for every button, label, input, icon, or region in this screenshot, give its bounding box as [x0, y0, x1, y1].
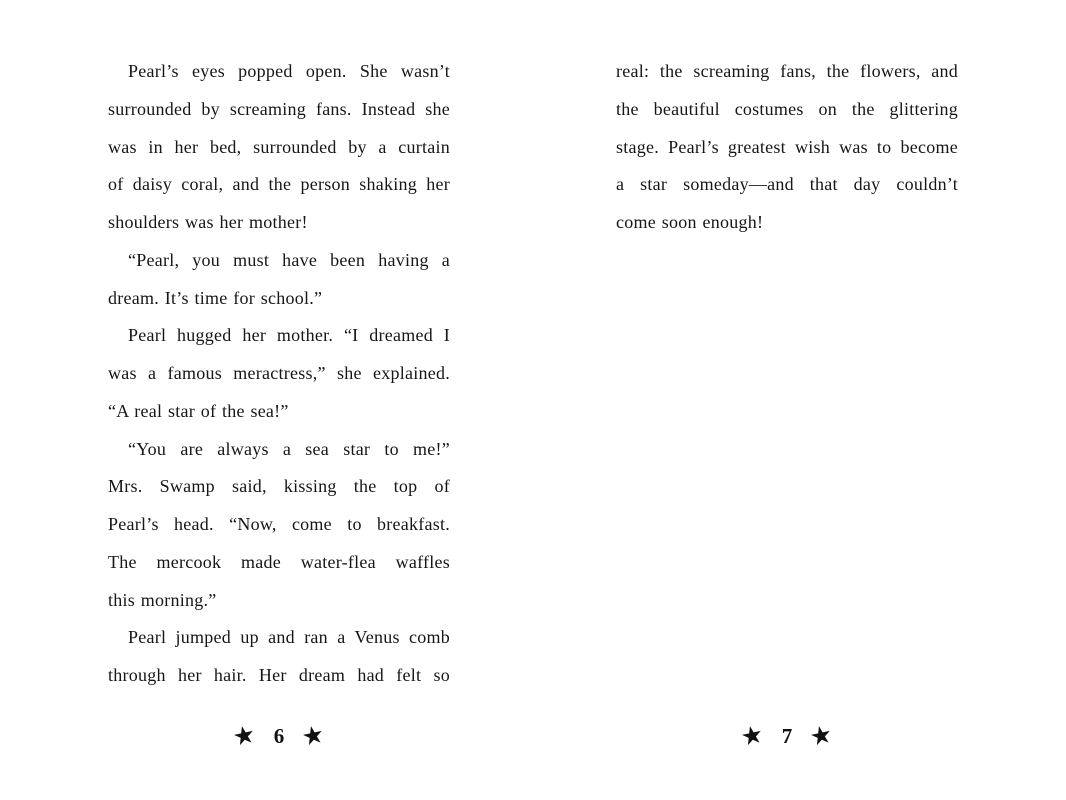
text-line: of daisy coral, and the person shaking her — [108, 174, 450, 195]
text-line: Pearl’s head. “Now, come to breakfast. — [108, 514, 450, 534]
text-line: Mrs. Swamp said, kissing the top of — [108, 476, 450, 497]
right-page-text — [616, 53, 958, 242]
text-line: stage. Pearl’s greatest wish was to become — [616, 136, 958, 157]
text-line: “You are always a sea star to me!” — [128, 438, 450, 459]
text-line: the beautiful costumes on the glittering — [616, 98, 958, 119]
left-page-text — [108, 53, 450, 695]
text-line: The mercook made water-flea waffles — [108, 551, 450, 572]
text-line: “Pearl, you must have been having a — [128, 249, 450, 270]
text-line: a star someday—and that day couldn’t — [616, 174, 958, 195]
page-number: 6 — [273, 723, 285, 748]
text-line: through her hair. Her dream had felt so — [108, 665, 450, 685]
star-icon: ★ — [299, 720, 328, 752]
star-icon: ★ — [230, 720, 259, 752]
right-page-footer — [616, 716, 958, 756]
text-line: this morning.” — [108, 589, 217, 610]
star-icon: ★ — [807, 720, 836, 752]
paragraph — [108, 619, 450, 695]
text-line: real: the screaming fans, the flowers, and — [616, 61, 958, 81]
text-line: was in her bed, surrounded by a curtain — [108, 136, 450, 157]
left-page-footer — [108, 716, 450, 756]
page-number: 7 — [781, 723, 793, 748]
text-line: was a famous meractress,” she explained. — [108, 363, 450, 383]
text-line: Pearl jumped up and ran a Venus comb — [128, 627, 450, 648]
paragraph — [616, 53, 958, 242]
text-line: dream. It’s time for school.” — [108, 287, 323, 308]
paragraph — [108, 431, 450, 620]
text-line: Pearl’s eyes popped open. She wasn’t — [128, 61, 450, 81]
text-line: “A real star of the sea!” — [108, 400, 289, 421]
paragraph — [108, 242, 450, 318]
paragraph — [108, 53, 450, 242]
text-line: come soon enough! — [616, 212, 764, 232]
text-line: shoulders was her mother! — [108, 212, 308, 232]
star-icon: ★ — [738, 720, 767, 752]
text-line: Pearl hugged her mother. “I dreamed I — [128, 325, 450, 346]
paragraph — [108, 317, 450, 430]
text-line: surrounded by screaming fans. Instead she — [108, 98, 450, 119]
